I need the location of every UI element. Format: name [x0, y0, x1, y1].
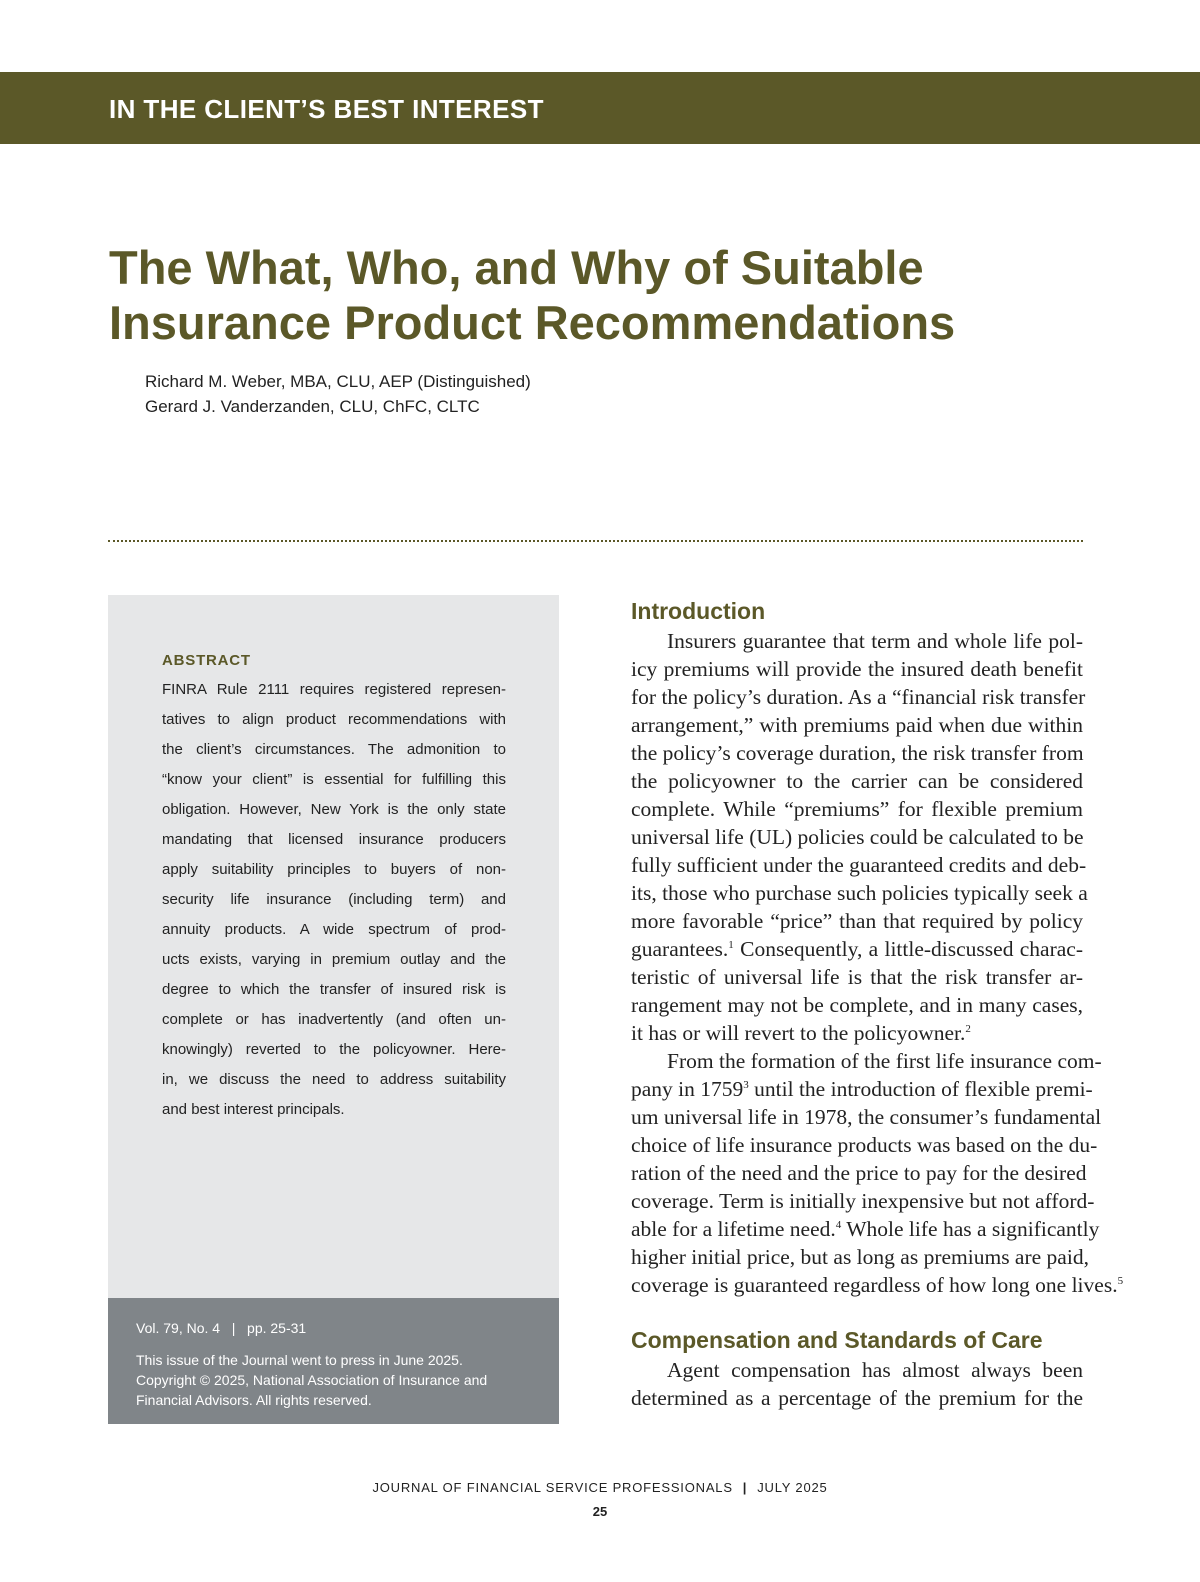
body-line: higher initial price, but as long as premiums are paid,: [631, 1245, 1089, 1269]
abstract-line: in, we discuss the need to address suitability: [162, 1071, 506, 1088]
body-line: icy premiums will provide the insured death benefit: [631, 657, 1083, 681]
body-line: choice of life insurance products was based on the du-: [631, 1133, 1098, 1157]
body-line: universal life (UL) policies could be calculated to be: [631, 825, 1084, 849]
body-line: the policyowner to the carrier can be considered: [631, 769, 1083, 793]
abstract-line: degree to which the transfer of insured risk is: [162, 981, 506, 998]
body-text: until the introduction of flexible premi-: [748, 1077, 1093, 1101]
author-list: [145, 369, 531, 419]
press-note-line: This issue of the Journal went to press in June 2025.: [136, 1352, 463, 1368]
article-title-line: The What, Who, and Why of Suitable: [109, 241, 924, 294]
body-text: guarantees.: [631, 937, 729, 961]
footer-separator: |: [742, 1480, 748, 1495]
body-line: for the policy’s duration. As a “financial risk transfer: [631, 685, 1086, 709]
abstract-line: the client’s circumstances. The admonition to: [162, 741, 506, 758]
abstract-line: mandating that licensed insurance producers: [162, 831, 506, 848]
body-text: coverage is guaranteed regardless of how long one lives.: [631, 1273, 1118, 1297]
journal-name: JOURNAL OF FINANCIAL SERVICE PROFESSIONALS: [372, 1480, 733, 1495]
abstract-line: FINRA Rule 2111 requires registered represen-: [162, 681, 506, 698]
body-line: From the formation of the first life insurance com-: [667, 1049, 1102, 1073]
abstract-line: obligation. However, New York is the only state: [162, 801, 506, 818]
body-line: [631, 935, 1083, 963]
abstract-line: tatives to align product recommendations with: [162, 711, 506, 728]
body-line: Insurers guarantee that term and whole life pol-: [667, 629, 1083, 653]
volume-separator: |: [231, 1320, 236, 1336]
author-name: Gerard J. Vanderzanden, CLU, ChFC, CLTC: [145, 397, 480, 416]
issue-info-panel: [108, 1298, 559, 1424]
abstract-line: apply suitability principles to buyers of non-: [162, 861, 506, 878]
introduction-body: [631, 627, 1124, 1299]
press-note: [136, 1350, 536, 1410]
section-banner: [0, 72, 1200, 144]
issue-date: JULY 2025: [757, 1480, 828, 1495]
page-range: pp. 25-31: [247, 1320, 307, 1336]
volume-info: [136, 1320, 306, 1336]
footnote-marker: 2: [965, 1023, 971, 1035]
article-title-line: Insurance Product Recommendations: [109, 296, 956, 349]
page-number: 25: [592, 1504, 608, 1519]
body-line: [631, 1019, 1083, 1047]
body-line: the policy’s coverage duration, the risk transfer from: [631, 741, 1084, 765]
body-line: [631, 1271, 1124, 1299]
introduction-heading: Introduction: [631, 598, 766, 624]
volume-number: Vol. 79, No. 4: [136, 1320, 221, 1336]
footnote-marker: 1: [728, 939, 734, 951]
body-line: complete. While “premiums” for flexible premium: [631, 797, 1083, 821]
abstract-panel: [108, 595, 559, 1298]
press-note-line: Financial Advisors. All rights reserved.: [136, 1392, 372, 1408]
body-line: teristic of universal life is that the risk transfer ar-: [631, 965, 1083, 989]
body-text: Whole life has a significantly: [841, 1217, 1100, 1241]
abstract-line: ucts exists, varying in premium outlay and the: [162, 951, 506, 968]
abstract-line: annuity products. A wide spectrum of prod-: [162, 921, 506, 938]
compensation-body: [631, 1356, 1083, 1412]
abstract-text: [162, 675, 506, 1125]
section-banner-title: IN THE CLIENT’S BEST INTEREST: [109, 94, 544, 124]
abstract-heading: ABSTRACT: [162, 652, 251, 669]
abstract-line: security life insurance (including term) and: [162, 891, 506, 908]
dotted-divider: [108, 540, 1083, 542]
article-title: [109, 240, 1089, 350]
compensation-heading: Compensation and Standards of Care: [631, 1327, 1043, 1353]
body-line: fully sufficient under the guaranteed credits and deb-: [631, 853, 1087, 877]
body-line: ration of the need and the price to pay for the desired: [631, 1161, 1087, 1185]
body-text: Consequently, a little-discussed charac-: [733, 937, 1083, 961]
body-line: coverage. Term is initially inexpensive but not afford-: [631, 1189, 1095, 1213]
body-line: determined as a percentage of the premium for the: [631, 1386, 1083, 1410]
body-line: rangement may not be complete, and in many cases,: [631, 993, 1083, 1017]
abstract-line: “know your client” is essential for fulfilling this: [162, 771, 506, 788]
press-note-line: Copyright © 2025, National Association of Insurance and: [136, 1372, 488, 1388]
footnote-marker: 4: [835, 1219, 842, 1231]
body-line: [631, 1215, 1100, 1243]
author-name: Richard M. Weber, MBA, CLU, AEP (Distinguished): [145, 372, 531, 391]
body-line: [631, 1075, 1093, 1103]
body-text: pany in 1759: [631, 1077, 744, 1101]
body-line: Agent compensation has almost always been: [667, 1358, 1083, 1382]
abstract-line: and best interest principals.: [162, 1101, 345, 1118]
page-footer: [0, 1480, 1200, 1495]
body-line: its, those who purchase such policies typically seek a: [631, 881, 1088, 905]
footnote-marker: 3: [743, 1079, 749, 1091]
body-line: um universal life in 1978, the consumer’s fundamental: [631, 1105, 1102, 1129]
footnote-marker: 5: [1117, 1275, 1124, 1287]
body-line: arrangement,” with premiums paid when due within: [631, 713, 1083, 737]
body-text: able for a lifetime need.: [631, 1217, 836, 1241]
abstract-line: complete or has inadvertently (and often un-: [162, 1011, 506, 1028]
body-line: more favorable “price” than that required by policy: [631, 909, 1083, 933]
body-text: it has or will revert to the policyowner.: [631, 1021, 966, 1045]
abstract-line: knowingly) reverted to the policyowner. Here-: [162, 1041, 506, 1058]
